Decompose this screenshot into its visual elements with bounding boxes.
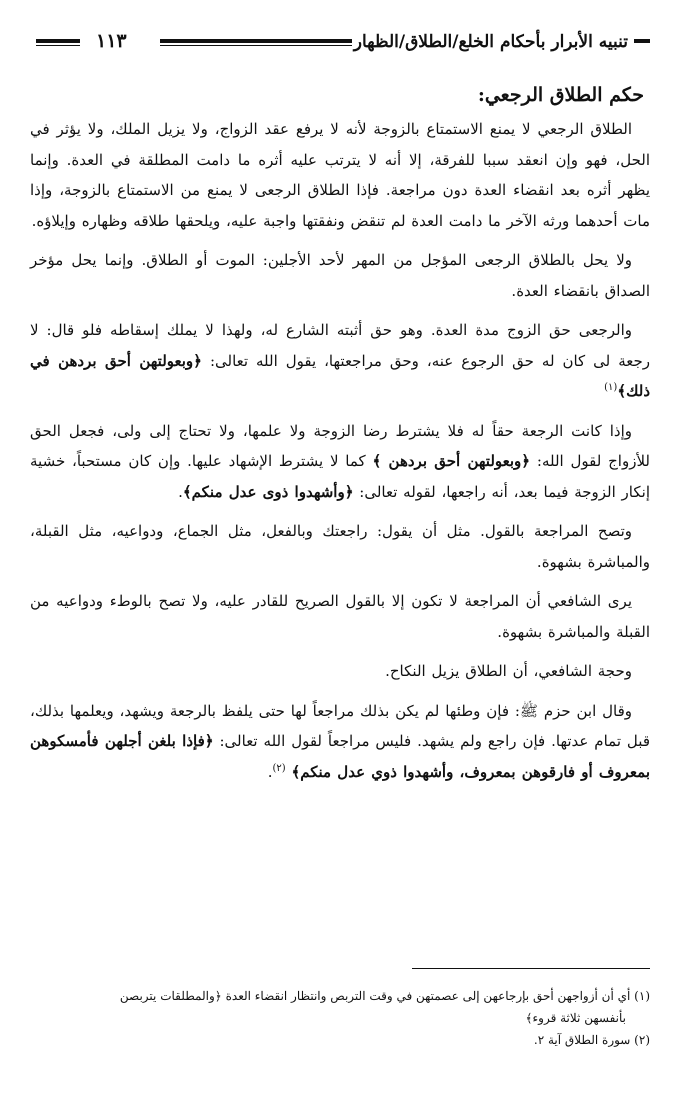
book-page [30, 0, 650, 1095]
quran-quote-2: ﴿وبعولتهن أحق بردهن ﴾ [372, 452, 531, 470]
header-rule-right [634, 39, 650, 43]
footnote-1-line-1: (١) أي أن أزواجهن أحق بإرجاعهن إلى عصمتهن في وقت التربص وانتظار انقضاء العدة ﴿والمطلقات يتربصن [119, 989, 650, 1003]
header-title: تنبيه الأبرار بأحكام الخلع/الطلاق/الظهار [353, 32, 628, 52]
paragraph-6: يرى الشافعي أن المراجعة لا تكون إلا بالقول الصريح للقادر عليه، ولا تصح بالوطء ودواعيه من القبلة والمباشرة بشهوة. [30, 592, 650, 641]
header-rule-left [36, 39, 80, 43]
quran-quote-3: ﴿وأشهدوا ذوى عدل منكم﴾ [182, 482, 354, 501]
footnote-2: (٢) سورة الطلاق آية ٢. [533, 1033, 650, 1047]
paragraph-5: وتصح المراجعة بالقول. مثل أن يقول: راجعتك وبالفعل، مثل الجماع، ودواعيه، مثل القبلة، والمباشرة بشهوة. [30, 522, 650, 571]
paragraph-4 [30, 416, 650, 508]
section-heading: حكم الطلاق الرجعي: [477, 84, 644, 106]
paragraph-7: وحجة الشافعي، أن الطلاق يزيل النكاح. [385, 662, 632, 680]
paragraph-3-text: والرجعى حق الزوج مدة العدة. وهو حق أثبته الشارع له، ولهذا لا يملك إسقاطه فلو قال: لا رجعة لى كان له حق الرجوع عنه، وحق مراجعتها، يقول الله تعالى: [30, 321, 650, 370]
paragraph-8-text: وقال ابن حزم ﷺ: فإن وطئها لم يكن بذلك مراجعاً لها حتى يلفظ بالرجعة ويشهد، ويعلمها بذلك، قبل تمام عدتها. فإن راجع ولم يشهد. فليس مراجعاً لقول الله تعالى: [30, 701, 650, 750]
footnote-ref-2: (٢) [272, 762, 286, 774]
footnotes [30, 985, 650, 1051]
paragraph-4-text-a: وإذا كانت الرجعة حقاً له فلا يشترط رضا الزوجة ولا علمها، ولا تحتاج إلى ولى، فجعل الحق للأزواج لقول الله: [30, 421, 650, 470]
footnote-ref-1: (١) [604, 382, 618, 393]
paragraph-4-text-b: كما لا يشترط الإشهاد عليها. وإن كان مستحباً، خشية إنكار الزوجة فيما بعد، أنه راجعها، لقوله تعالى: [30, 452, 650, 501]
paragraph-3 [30, 315, 650, 407]
paragraph-8 [30, 696, 650, 788]
header-rule-middle [160, 39, 352, 43]
paragraph-8-end: . [267, 762, 273, 781]
quran-quote-1: ﴿وبعولتهن أحق بردهن في ذلك﴾ [30, 351, 650, 400]
quran-quote-4: ﴿فإذا بلغن أجلهن فأمسكوهن بمعروف أو فارقوهن بمعروف، وأشهدوا ذوي عدل منكم﴾ [30, 732, 650, 781]
paragraph-4-end: . [178, 482, 183, 501]
paragraph-1: الطلاق الرجعي لا يمنع الاستمتاع بالزوجة لأنه لا يرفع عقد الزواج، ولا يزيل الملك، ولا يؤثر في الحل، فهو وإن انعقد سببا للفرقة، إلا أنه لا يترتب عليه أثره ما دامت المطلقة في العدة. وإنما يظهر أثره بعد انقضاء العدة دون مراجعة. فإذا الطلاق الرجعى لا يمنع من الاستمتاع بالزوجة، وإذا مات أحدهما ورثه الآخر ما دامت العدة لم تنقض ونفقتها واجبة عليه، ويلحقها طلاقه وظهاره وإيلاؤه. [30, 120, 650, 230]
header-rule-middle-thin [160, 45, 352, 46]
running-header [30, 30, 650, 56]
footnote-1-line-2: بأنفسهن ثلاثة قروء﴾ [525, 1011, 626, 1025]
main-text [30, 84, 650, 796]
header-rule-left-thin [36, 45, 80, 46]
page-number: ١١٣ [96, 30, 127, 52]
paragraph-2: ولا يحل بالطلاق الرجعى المؤجل من المهر لأحد الأجلين: الموت أو الطلاق. وإنما يحل مؤخر الصداق بانقضاء العدة. [30, 251, 650, 300]
footnote-separator [412, 968, 650, 969]
